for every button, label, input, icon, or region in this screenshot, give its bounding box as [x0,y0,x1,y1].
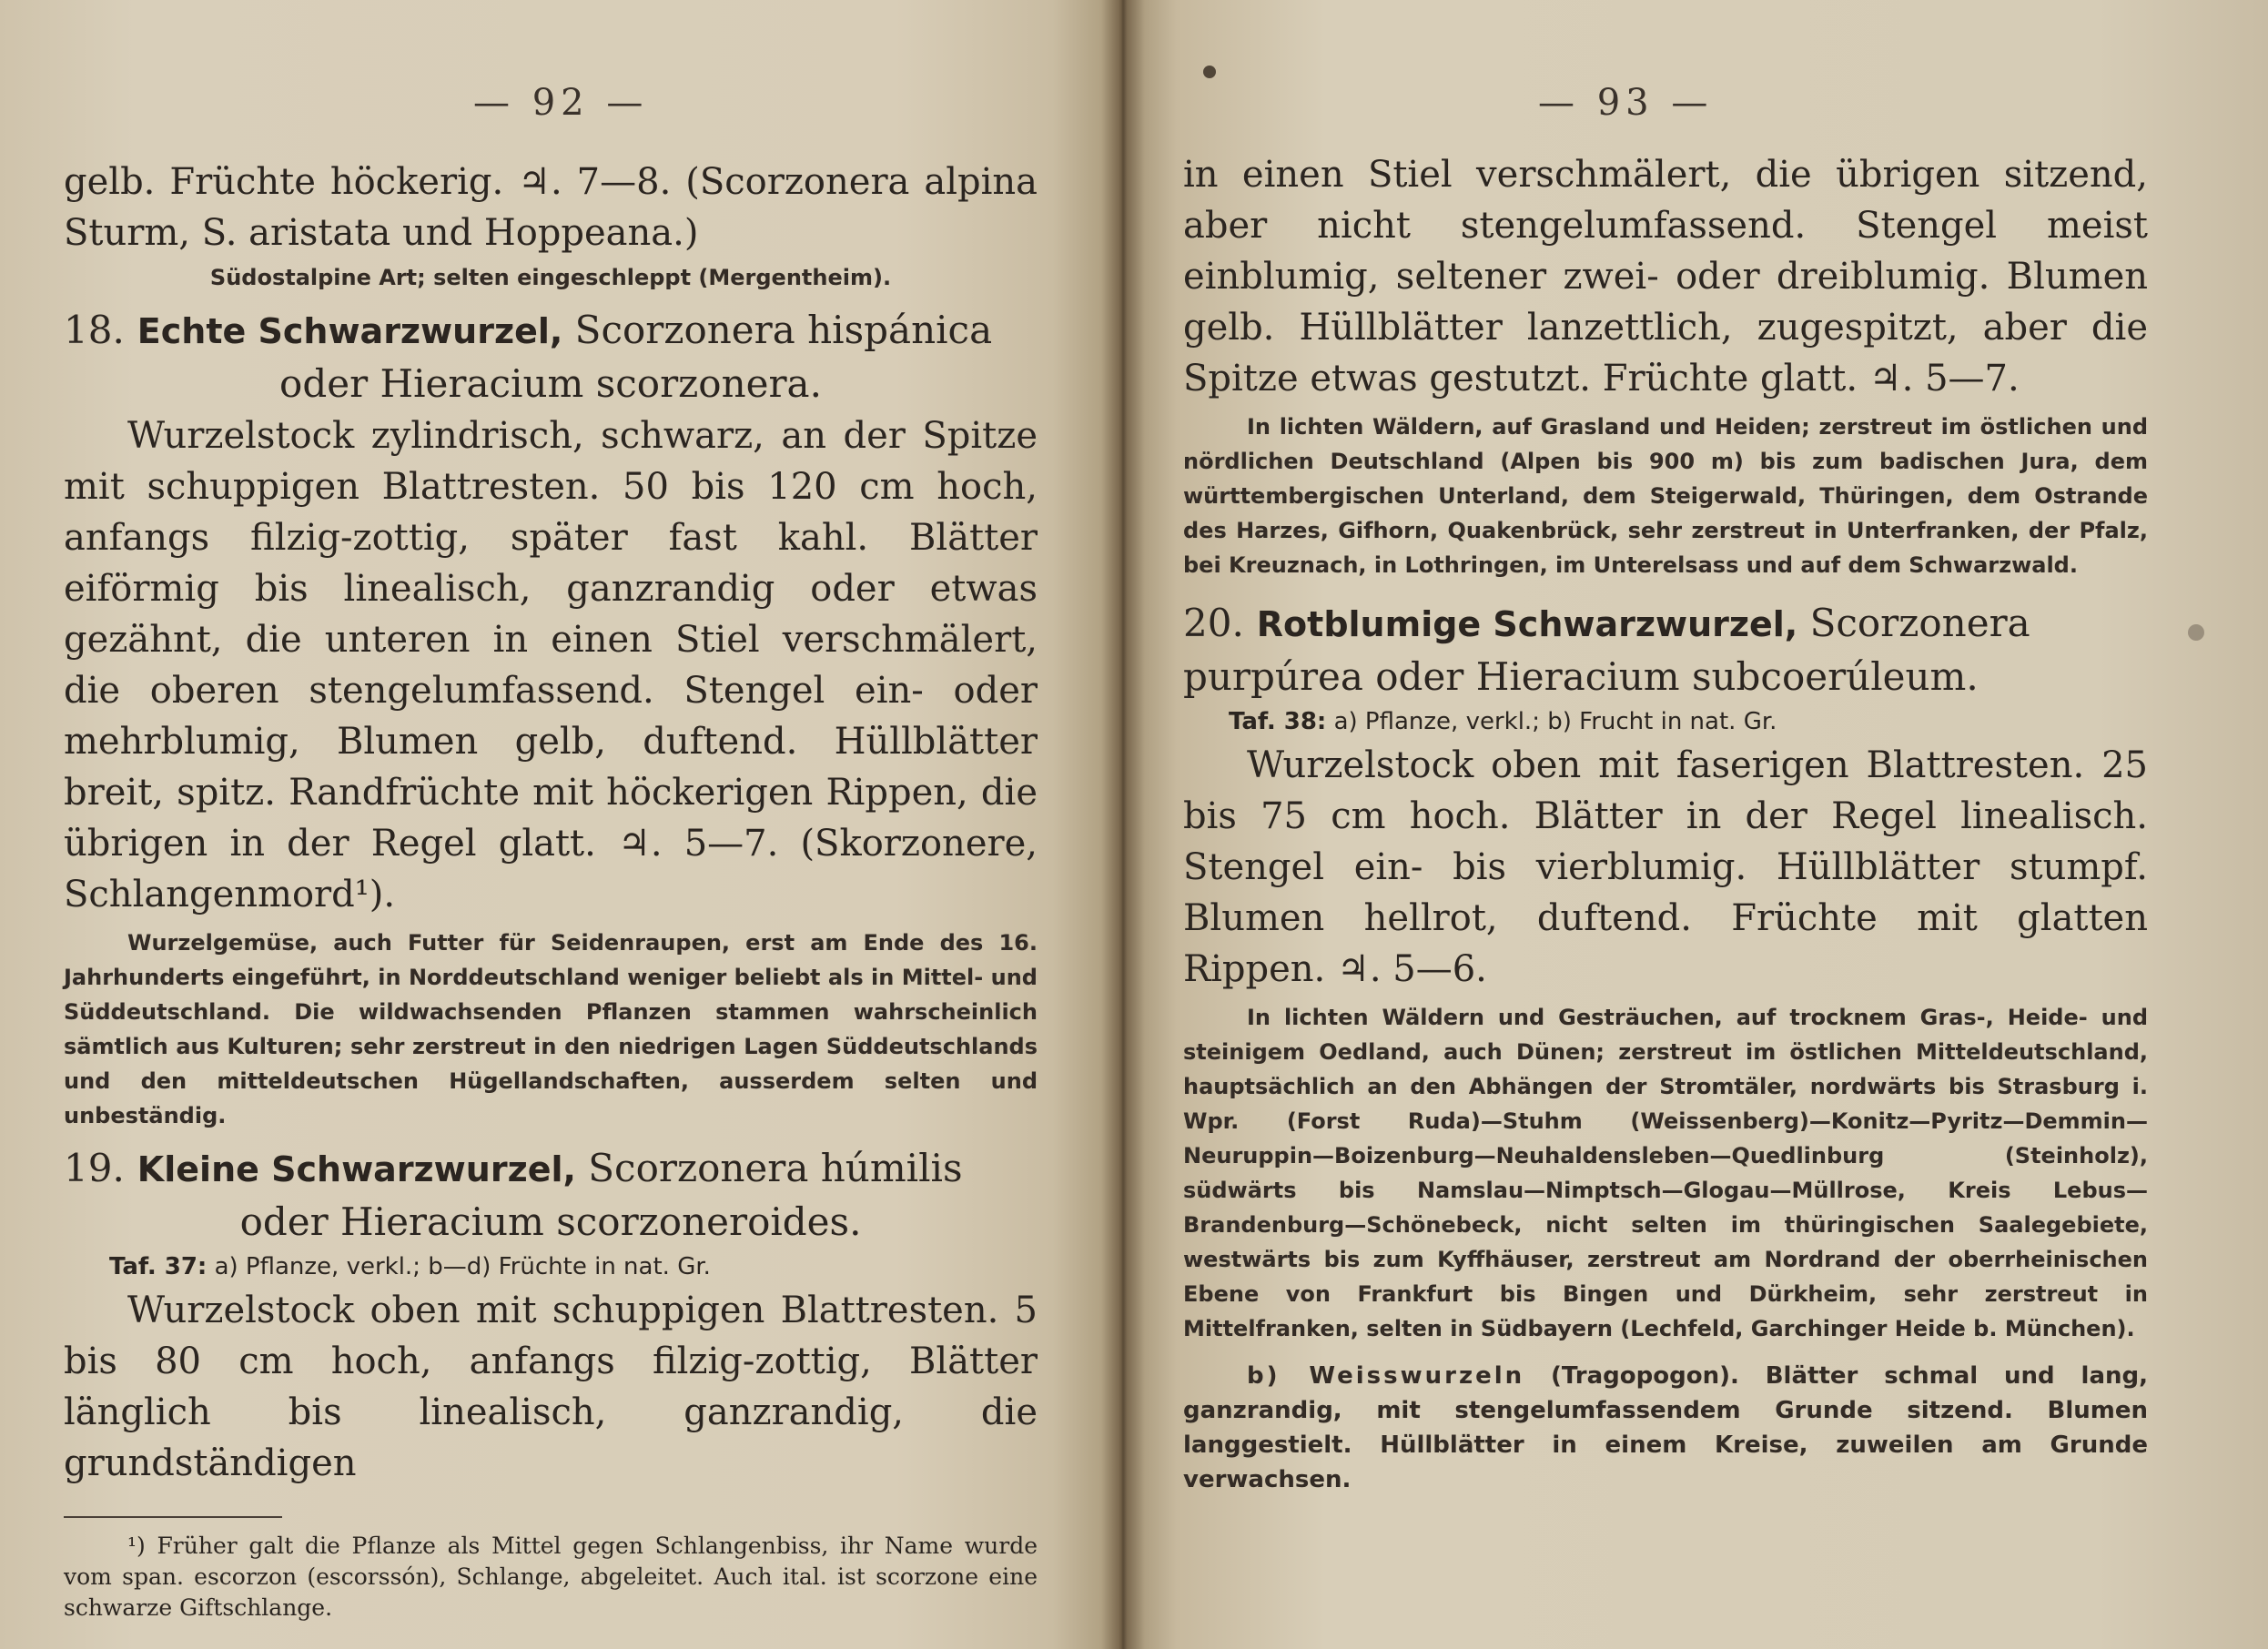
entry-number: 18. [64,308,125,352]
entry-number: 20. [1183,601,1244,645]
plate-text: a) Pflanze, verkl.; b—d) Früchte in nat. Gr. [214,1253,711,1280]
entry-latin-synonym: oder Hieracium scorzonera. [279,361,822,406]
entry-20-description: Wurzelstock oben mit faserigen Blattresten. 25 bis 75 cm hoch. Blätter in der Regel linealisch. Stengel ein- bis vierblumig. Hüllblätter stumpf. Blumen hellrot, duftend. Früchte mit glatten Rippen. ♃. 5—6. [1183,744,2148,990]
section-b-label: b) Weisswurzeln [1247,1362,1525,1390]
entry-18-heading [64,304,1038,410]
plate-label: Taf. 38: [1229,708,1327,735]
entry-20-note: In lichten Wäldern und Gesträuchen, auf trocknem Gras-, Heide- und steinigem Oedland, auch Dünen; zerstreut im östlichen Mitteldeutschland, hauptsächlich an den Abhängen der Stromtäler, nordwärts bis Strasburg i. Wpr. (Forst Ruda)—Stuhm (Weissenberg)—Konitz—Pyritz—Demmin—Neuruppin—Boizenburg—Neuhaldensleben—Quedlinburg (Steinholz), südwärts bis Namslau—Nimptsch—Glogau—Müllrose, Kreis Lebus—Brandenburg—Schönebeck, nicht selten im thüringischen Saalegebiete, westwärts bis zum Kyffhäuser, zerstreut am Nordrand der oberrheinischen Ebene von Frankfurt bis Bingen und Dürkheim, sehr zerstreut in Mittelfranken, selten in Südbayern (Lechfeld, Garchinger Heide b. München). [1183,1005,2148,1341]
plate-reference [109,1249,1038,1285]
section-b-text: (Tragopogon). Blätter schmal und lang, ganzrandig, mit stengelumfassendem Grunde sitzend. Blumen langgestielt. Hüllblätter in einem Kreise, zuweilen am Grunde verwachsen. [1183,1362,2148,1493]
entry-name: Echte Schwarzwurzel, [137,311,563,351]
continued-text: in einen Stiel verschmälert, die übrigen sitzend, aber nicht stengelumfassend. Stengel meist einblumig, seltener zwei- oder dreiblumig. Blumen gelb. Hüllblätter lanzettlich, zugespitzt, aber die Spitze etwas gestutzt. Früchte glatt. ♃. 5—7. [1183,154,2148,400]
entry-19-description: Wurzelstock oben mit schuppigen Blattresten. 5 bis 80 cm hoch, anfangs filzig-zottig, Blätter länglich bis linealisch, ganzrandig, die grundständigen [64,1290,1038,1484]
habitat-note: In lichten Wäldern, auf Grasland und Heiden; zerstreut im östlichen und nördlichen Deutschland (Alpen bis 900 m) bis zum badischen Jura, dem württembergischen Unterland, dem Steigerwald, Thüringen, dem Ostrande des Harzes, Gifhorn, Quakenbrück, sehr zerstreut in Unterfranken, der Pfalz, bei Kreuznach, in Lothringen, im Unterelsass und auf dem Schwarzwald. [1183,414,2148,578]
plate-reference [1229,703,2148,740]
ink-spot [1203,66,1216,78]
page-number-left: — 92 — [473,82,649,124]
footnote: ¹) Früher galt die Pflanze als Mittel gegen Schlangenbiss, ihr Name wurde vom span. escorzon (escorssón), Schlange, abgeleitet. Auch ital. ist scorzone eine schwarze Giftschlange. [64,1533,1038,1621]
entry-latin-synonym: oder Hieracium scorzoneroides. [239,1199,862,1244]
plate-text: a) Pflanze, verkl.; b) Frucht in nat. Gr. [1333,708,1777,735]
entry-name: Rotblumige Schwarzwurzel, [1256,604,1798,644]
right-page-content [1183,149,2148,1497]
habitat-note: Südostalpine Art; selten eingeschleppt (Mergentheim). [209,265,892,290]
page-number-right: — 93 — [1538,82,1714,124]
entry-19-heading [64,1142,1038,1249]
section-b [1183,1359,2148,1497]
entry-20-heading [1183,597,2148,703]
continued-text: gelb. Früchte höckerig. ♃. 7—8. (Scorzonera alpina Sturm, S. aristata und Hoppeana.) [64,161,1038,254]
entry-latin: Scorzonera hispánica [574,308,993,352]
ink-spot [2188,624,2204,641]
left-page-content [64,157,1038,1624]
book-gutter [1101,0,1145,1649]
entry-number: 19. [64,1146,125,1190]
entry-18-note: Wurzelgemüse, auch Futter für Seidenraupen, erst am Ende des 16. Jahrhunderts eingeführt, in Norddeutschland weniger beliebt als in Mittel- und Süddeutschland. Die wildwachsenden Pflanzen stammen wahrscheinlich sämtlich aus Kulturen; sehr zerstreut in den niedrigen Lagen Süddeutschlands und den mitteldeutschen Hügellandschaften, ausserdem selten und unbeständig. [64,930,1038,1128]
plate-label: Taf. 37: [109,1253,208,1280]
entry-latin: Scorzonera húmilis [588,1146,963,1190]
entry-name: Kleine Schwarzwurzel, [137,1149,576,1189]
footnote-rule [64,1516,282,1518]
entry-18-description: Wurzelstock zylindrisch, schwarz, an der Spitze mit schuppigen Blattresten. 50 bis 120 cm hoch, anfangs filzig-zottig, später fast kahl. Blätter eiförmig bis linealisch, ganzrandig oder etwas gezähnt, die unteren in einen Stiel verschmälert, die oberen stengelumfassend. Stengel ein- oder mehrblumig, Blumen gelb, duftend. Hüllblätter breit, spitz. Randfrüchte mit höckerigen Rippen, die übrigen in der Regel glatt. ♃. 5—7. (Skorzonere, Schlangenmord¹). [64,415,1038,916]
entry-latin: Scorzonera purpúrea oder Hieracium subcoerúleum. [1183,601,2030,699]
